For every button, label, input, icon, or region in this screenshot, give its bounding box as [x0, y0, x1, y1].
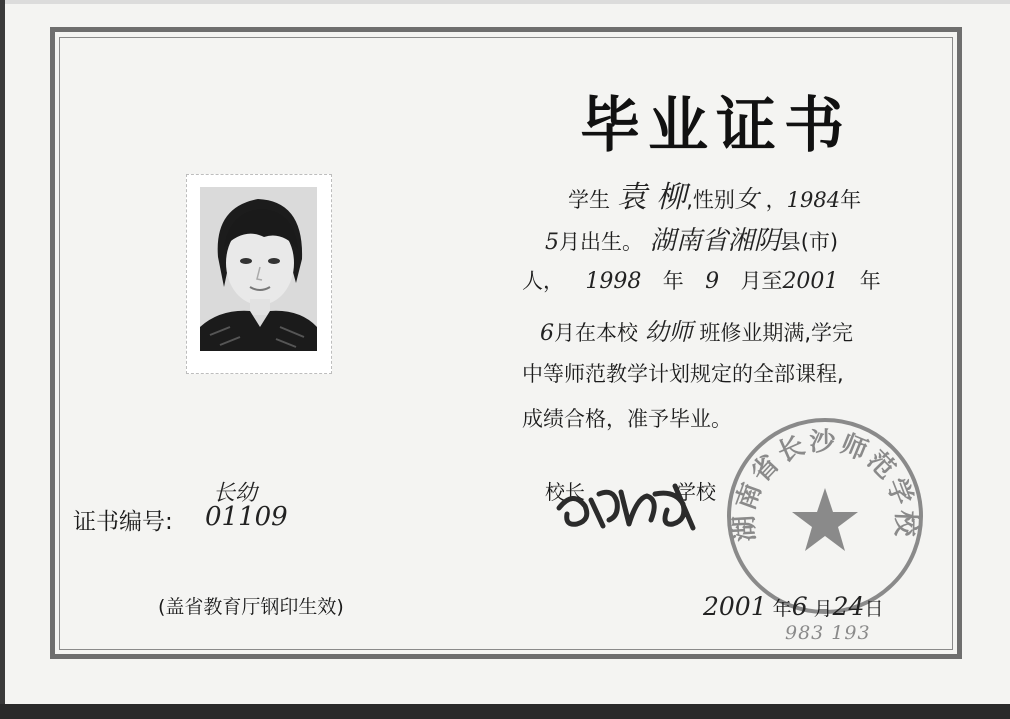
- line-result: 成绩合格，准予毕业。: [522, 407, 732, 431]
- cert-no-value: 01109: [205, 502, 288, 532]
- scan-edge-left: [0, 0, 5, 719]
- scan-edge-top: [0, 0, 1010, 4]
- start-month: 9: [705, 269, 720, 294]
- line-class: [540, 312, 853, 347]
- date-month: 6: [791, 592, 808, 621]
- sex-label: ,性别: [686, 188, 735, 212]
- end-month: 6: [540, 321, 554, 346]
- pencil-annotation: 983 193: [785, 622, 871, 644]
- line-curriculum: 中等师范教学计划规定的全部课程,: [522, 362, 844, 386]
- start-year: 1998: [585, 269, 642, 294]
- school-seal: [725, 416, 925, 616]
- date-year-unit: 年: [772, 598, 792, 620]
- seal-note: (盖省教育厅钢印生效): [158, 596, 344, 618]
- cert-no-school-handwritten: 长幼: [213, 481, 258, 506]
- county-suffix: 县(市): [779, 230, 839, 254]
- birth-month: 5: [545, 230, 559, 255]
- scan-edge-bottom: [0, 704, 1010, 719]
- line-student-info: [568, 172, 861, 216]
- student-photo: [200, 187, 317, 351]
- student-name: 袁 柳: [616, 180, 687, 215]
- county: 湘阴: [727, 226, 780, 256]
- date-day: 24: [832, 592, 865, 621]
- end-year-unit: 年: [859, 269, 881, 293]
- principal-label: 校长: [545, 480, 585, 504]
- line-birth-origin: [545, 220, 838, 257]
- student-prefix: 学生: [568, 188, 610, 212]
- date-day-unit: 日: [864, 598, 884, 620]
- signature-scribble: [555, 480, 705, 532]
- line-study-period: [522, 265, 881, 295]
- year-separator: ，: [765, 188, 787, 212]
- birth-month-suffix: 月出生。: [559, 230, 643, 254]
- origin-suffix: 人，: [522, 269, 564, 293]
- school-seal-stamp: [725, 416, 925, 616]
- school-label: 学校: [676, 480, 716, 504]
- class-suffix: 班修业期满,学完: [699, 321, 854, 345]
- date-year: 2001: [703, 592, 767, 621]
- end-year: 2001: [782, 269, 839, 294]
- date-month-unit: 月: [813, 598, 833, 620]
- end-month-mid: 月在本校: [554, 321, 638, 345]
- seal-text: 湖南省长沙师范学校: [729, 427, 921, 543]
- birth-year-unit: 年: [840, 188, 862, 212]
- certificate-title: 毕业证书: [580, 91, 852, 161]
- cert-no-label: 证书编号:: [73, 509, 173, 535]
- issue-date: [703, 592, 883, 621]
- student-portrait-image: [200, 187, 317, 351]
- class-name: 幼师: [644, 318, 693, 346]
- province: 湖南省: [649, 226, 728, 256]
- student-sex: 女: [734, 185, 759, 213]
- start-year-unit: 年: [662, 269, 684, 293]
- month-to: 月至: [740, 269, 783, 293]
- birth-year: 1984: [786, 188, 841, 212]
- principal-signature: [555, 480, 705, 542]
